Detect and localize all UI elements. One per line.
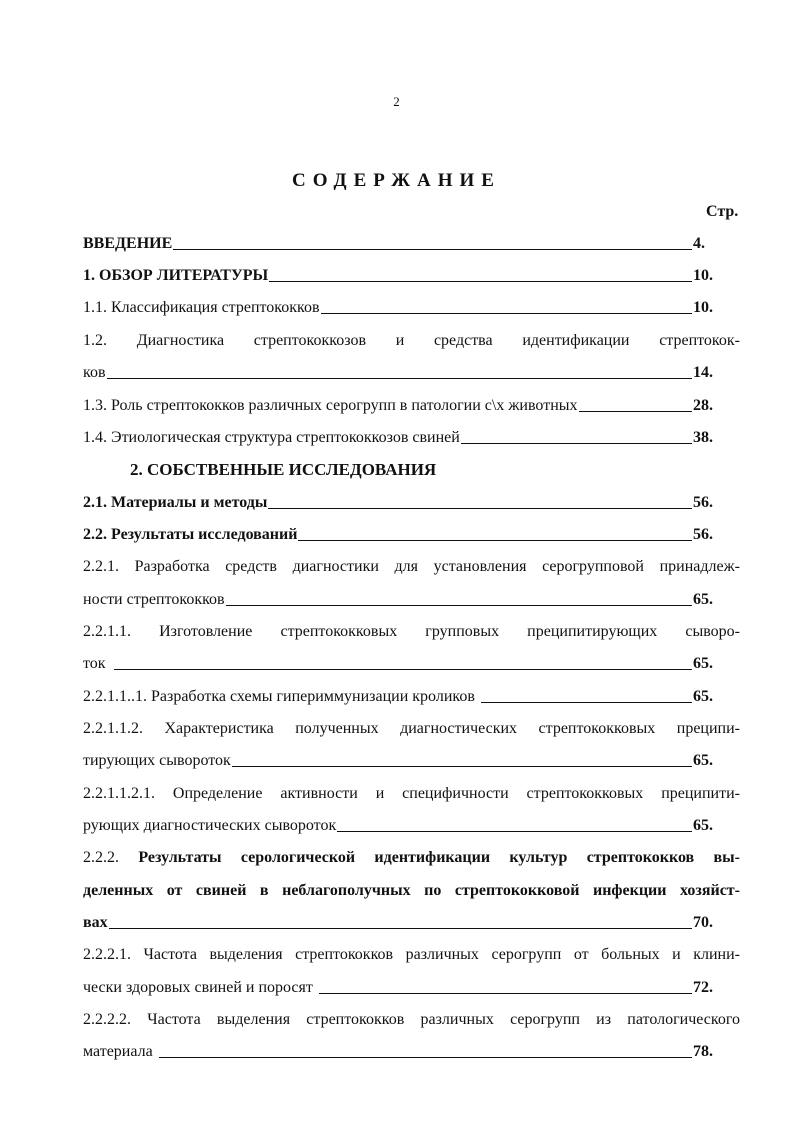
toc-entry-line1: 2.2.1.1. Изготовление стрептококковых групповых преципитирующих сыворо- [83,623,740,640]
toc-entry: 2.2. Результаты исследований 56. [83,526,713,543]
toc-entry-line1: 2.2.1. Разработка средств диагностики для установления серогрупповой принадлеж- [83,558,740,575]
toc-entry: 1.4. Этиологическая структура стрептококкозов свиней 38. [83,429,713,446]
toc-entry: рующих диагностических сывороток 65. [83,817,713,834]
document-title: СОДЕРЖАНИЕ [292,170,501,191]
toc-entry: ток 65. [83,655,713,672]
toc-entry-line1: 2.2.1.1.2.1. Определение активности и специфичности стрептококковых преципити- [83,785,740,802]
toc-entry-line2: деленных от свиней в неблагополучных по стрептококковой инфекции хозяйст- [83,882,740,899]
toc-entry: материала 78. [83,1043,713,1060]
toc-entry-line1: 2.2.2.1. Частота выделения стрептококков различных серогрупп от больных и клини- [83,946,740,963]
toc-entry: ности стрептококков 65. [83,591,713,608]
toc-entry-line1: 1.2. Диагностика стрептококкозов и средства идентификации стрептокок- [83,332,740,349]
toc-entry: 1.3. Роль стрептококков различных серогрупп в патологии с\х животных 28. [83,397,713,414]
toc-entry-line1: 2.2.1.1.2. Характеристика полученных диагностических стрептококковых преципи- [83,720,740,737]
section-heading: 2. СОБСТВЕННЫЕ ИССЛЕДОВАНИЯ [130,460,437,479]
toc-entry: 1. ОБЗОР ЛИТЕРАТУРЫ 10. [83,267,713,284]
toc-entry: 2.2.1.1..1. Разработка схемы гипериммунизации кроликов 65. [83,688,713,705]
page-column-label: Стр. [706,203,739,220]
toc-entry-line1: 2.2.2. Результаты серологической идентификации культур стрептококков вы- [83,849,740,866]
page-number: 2 [393,94,400,109]
toc-entry: чески здоровых свиней и поросят 72. [83,979,713,996]
toc-entry-line1: 2.2.2.2. Частота выделения стрептококков различных серогрупп из патологического [83,1011,740,1028]
toc-entry: 2.1. Материалы и методы 56. [83,494,713,511]
toc-entry: 1.1. Классификация стрептококков 10. [83,299,713,316]
toc-entry: вах 70. [83,914,713,931]
toc-entry: тирующих сывороток 65. [83,752,713,769]
toc-entry: ков 14. [83,364,713,381]
toc-entry: ВВЕДЕНИЕ 4. [83,235,705,252]
